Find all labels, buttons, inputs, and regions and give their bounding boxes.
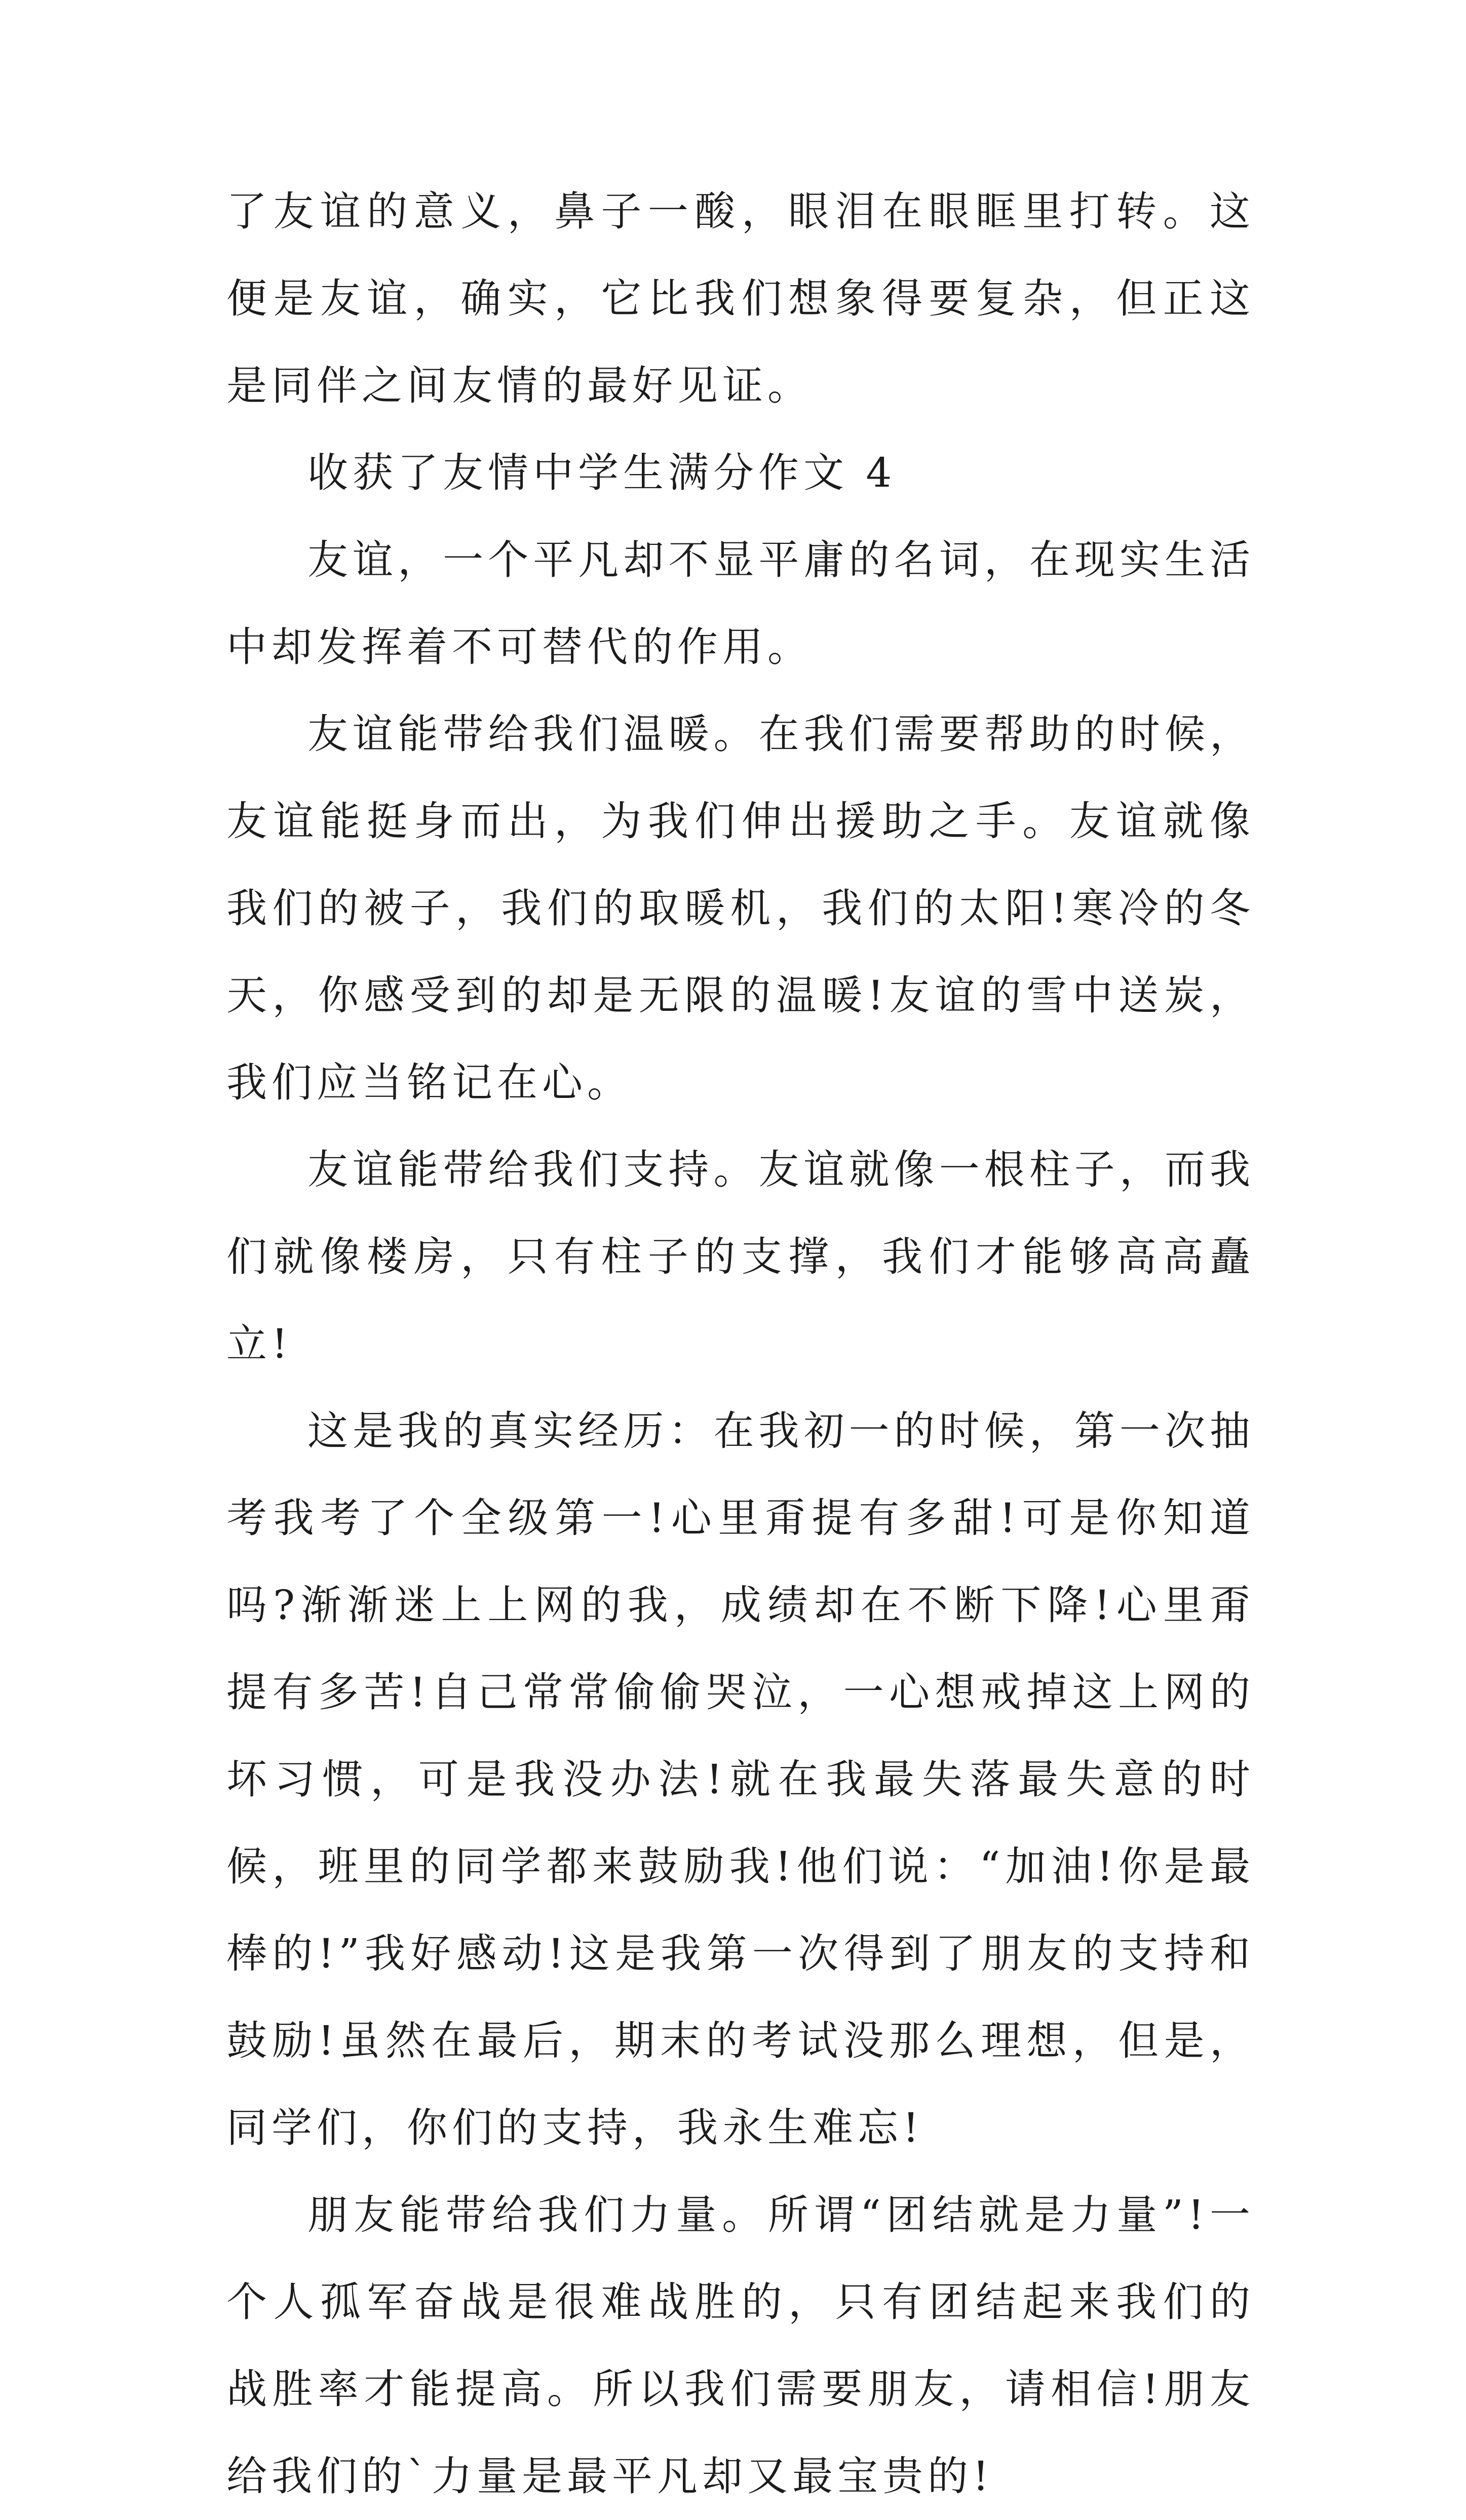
paragraph: 友谊，一个平凡却不显平庸的名词，在现实生活中却发挥着不可替代的作用。	[226, 536, 1255, 671]
paragraph: 朋友能带给我们力量。所谓“团结就是力量”!一个人孤军奋战是很难战胜的，只有团结起来我们的战胜率才能提高。所以我们需要朋友，请相信!朋友给我们的`力量是最平凡却又最宝贵的!	[226, 2191, 1255, 2500]
essay-title: 收获了友情中学生满分作文 4	[307, 449, 897, 496]
paragraph-continuation: 了友谊的意义，鼻子一酸，眼泪在眼眶里打转。这便是友谊，确实，它比我们想象得要复杂，但正这是同伴之间友情的最好见证。	[226, 188, 1255, 409]
document-body	[226, 168, 1255, 2520]
paragraph: 这是我的真实经历：在我初一的时候，第一次抽考我考了个全级第一!心里甭提有多甜!可是你知道吗?渐渐迷上上网的我，成绩却在不断下降!心里甭提有多苦!自己常常偷偷哭泣，一心想戒掉这上网的坏习惯，可是我没办法!就在我最失落最失意的时候，班里的同学都来鼓励我!他们说：“加油!你是最棒的!”我好感动!这是我第一次得到了朋友的支持和鼓励!虽然在最后，期末的考试没那么理想，但是，同学们，你们的支持，我永生难忘!	[226, 1407, 1255, 2151]
paragraph: 友谊能带给我们温暖。在我们需要帮助的时候，友谊能挺身而出，为我们伸出援助之手。友谊就像我们的被子，我们的取暖机，我们的太阳!寒冷的冬天，你感受到的却是无限的温暖!友谊的雪中送炭，我们应当铭记在心。	[226, 711, 1255, 1106]
paragraph: 友谊能带给我们支持。友谊就像一根柱子，而我们就像楼房，只有柱子的支撑，我们才能够高高矗立!	[226, 1146, 1255, 1367]
